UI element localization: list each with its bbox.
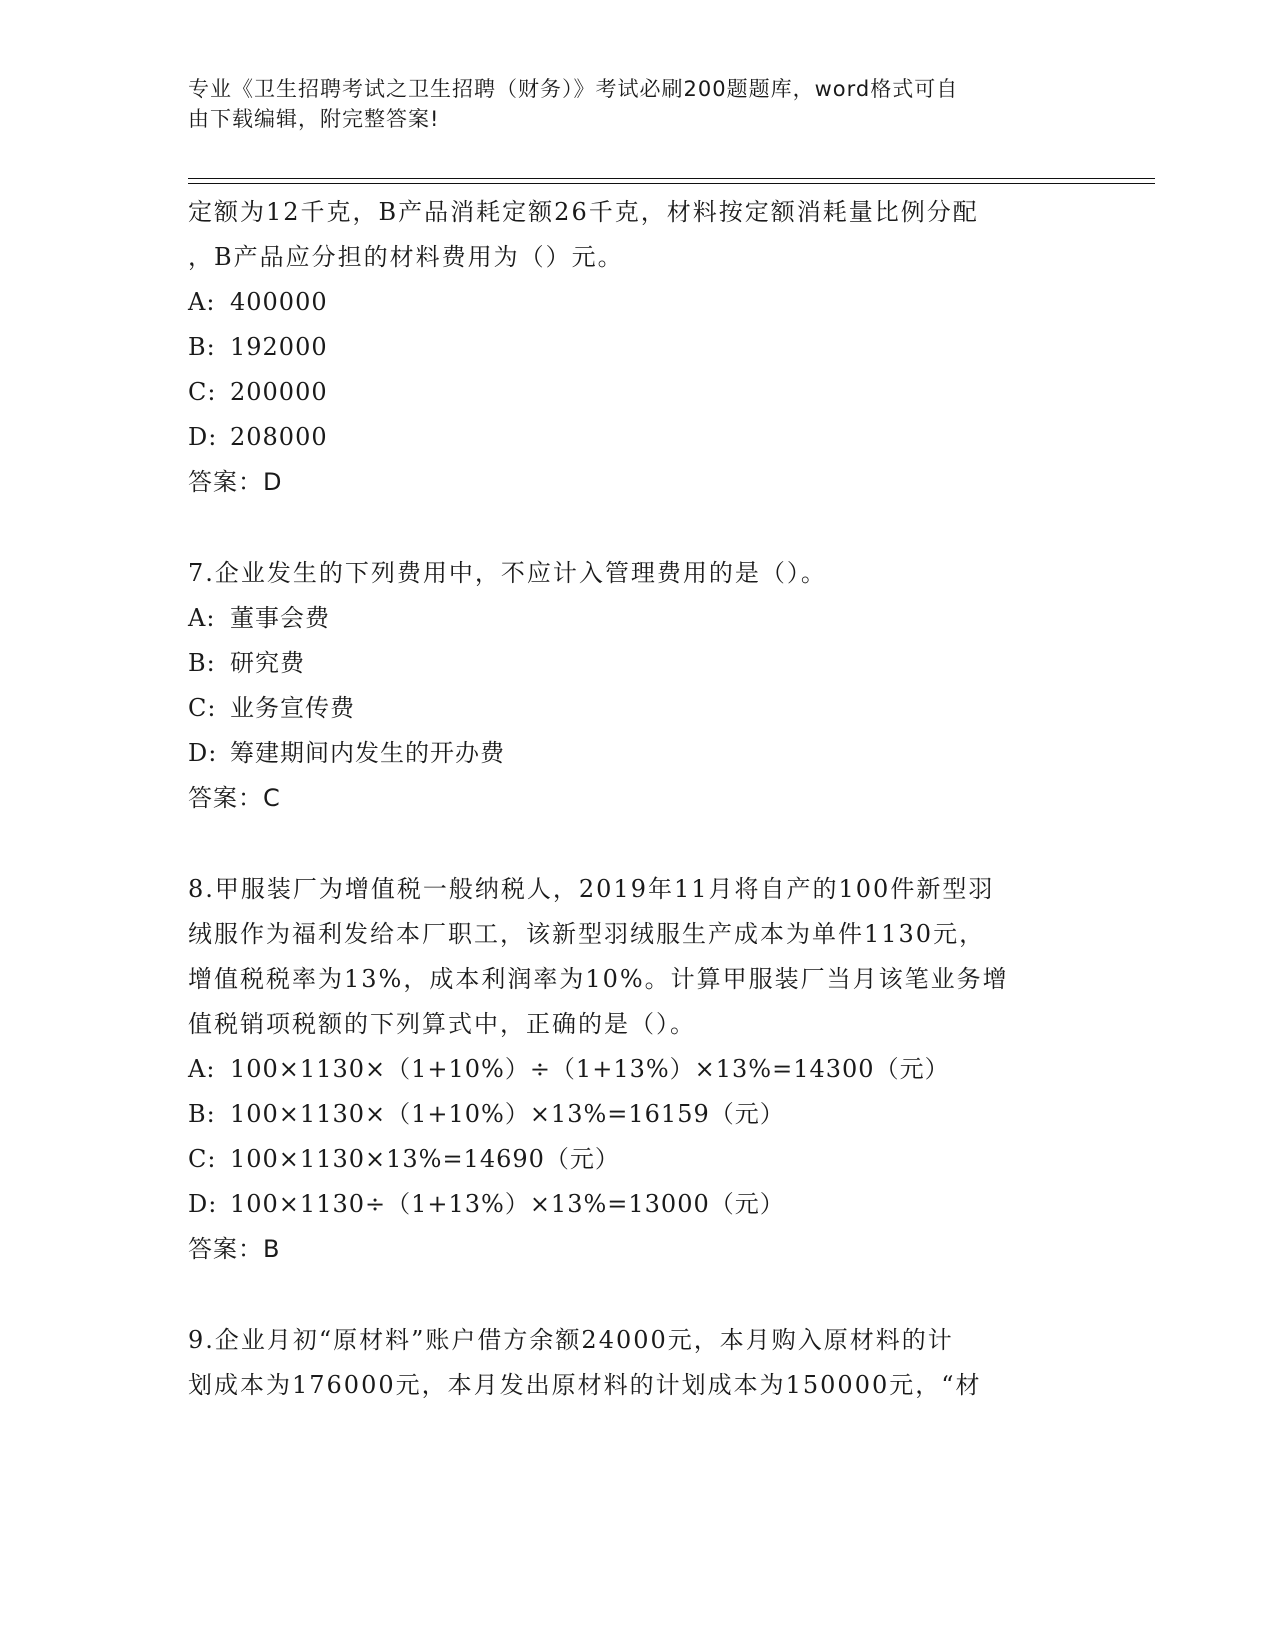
header-divider-bottom	[188, 183, 1155, 184]
answer-line: 答案：B	[188, 1235, 281, 1263]
option-b	[188, 641, 1088, 686]
document-header	[188, 74, 1068, 134]
question-6	[188, 190, 1088, 505]
option-text: 业务宣传费	[230, 694, 355, 722]
option-c	[188, 370, 1088, 415]
option-text: 研究费	[230, 649, 305, 677]
option-d	[188, 1182, 1088, 1227]
question-8	[188, 867, 1088, 1272]
question-9	[188, 1318, 1088, 1408]
option-key: A:	[188, 1055, 216, 1083]
option-text: 200000	[230, 378, 328, 406]
option-text: 208000	[230, 423, 328, 451]
option-text: 192000	[230, 333, 328, 361]
option-text: 100×1130×13%=14690（元）	[230, 1145, 620, 1173]
option-key: A:	[188, 288, 216, 316]
option-c	[188, 1137, 1088, 1182]
answer-line: 答案：D	[188, 468, 283, 496]
option-text: 100×1130×（1+10%）÷（1+13%）×13%=14300（元）	[230, 1055, 950, 1083]
option-c	[188, 686, 1088, 731]
question-text-line: 增值税税率为13%，成本利润率为10%。计算甲服装厂当月该笔业务增	[188, 965, 1009, 993]
option-key: B:	[188, 333, 216, 361]
header-line-2: 由下载编辑，附完整答案!	[188, 107, 440, 131]
option-key: C:	[188, 378, 217, 406]
question-text-line: 划成本为176000元，本月发出原材料的计划成本为150000元，“材	[188, 1371, 982, 1399]
option-key: D:	[188, 739, 218, 767]
option-key: C:	[188, 694, 217, 722]
question-text-line: 8.甲服装厂为增值税一般纳税人，2019年11月将自产的100件新型羽	[188, 875, 995, 903]
option-key: B:	[188, 649, 216, 677]
option-b	[188, 325, 1088, 370]
question-text-line: 绒服作为福利发给本厂职工，该新型羽绒服生产成本为单件1130元，	[188, 920, 986, 948]
question-text-line: 9.企业月初“原材料”账户借方余额24000元，本月购入原材料的计	[188, 1326, 954, 1354]
question-7	[188, 551, 1088, 821]
question-text-line: 7.企业发生的下列费用中，不应计入管理费用的是（）。	[188, 559, 827, 587]
option-b	[188, 1092, 1088, 1137]
question-text-line: 定额为12千克，B产品消耗定额26千克，材料按定额消耗量比例分配	[188, 198, 979, 226]
header-line-1: 专业《卫生招聘考试之卫生招聘（财务）》考试必刷200题题库，word格式可自	[188, 77, 959, 101]
question-text-line: ，B产品应分担的材料费用为（）元。	[188, 243, 624, 271]
option-a	[188, 596, 1088, 641]
option-d	[188, 415, 1088, 460]
option-key: D:	[188, 423, 218, 451]
option-text: 400000	[230, 288, 328, 316]
option-d	[188, 731, 1088, 776]
option-a	[188, 1047, 1088, 1092]
option-key: C:	[188, 1145, 217, 1173]
option-text: 董事会费	[230, 604, 330, 632]
option-key: A:	[188, 604, 216, 632]
option-text: 100×1130×（1+10%）×13%=16159（元）	[230, 1100, 785, 1128]
header-divider-top	[188, 178, 1155, 179]
answer-line: 答案：C	[188, 784, 281, 812]
option-key: D:	[188, 1190, 218, 1218]
option-text: 100×1130÷（1+13%）×13%=13000（元）	[230, 1190, 785, 1218]
option-text: 筹建期间内发生的开办费	[230, 739, 505, 767]
option-key: B:	[188, 1100, 216, 1128]
question-text-line: 值税销项税额的下列算式中，正确的是（）。	[188, 1010, 696, 1038]
document-body	[188, 190, 1088, 1408]
option-a	[188, 280, 1088, 325]
